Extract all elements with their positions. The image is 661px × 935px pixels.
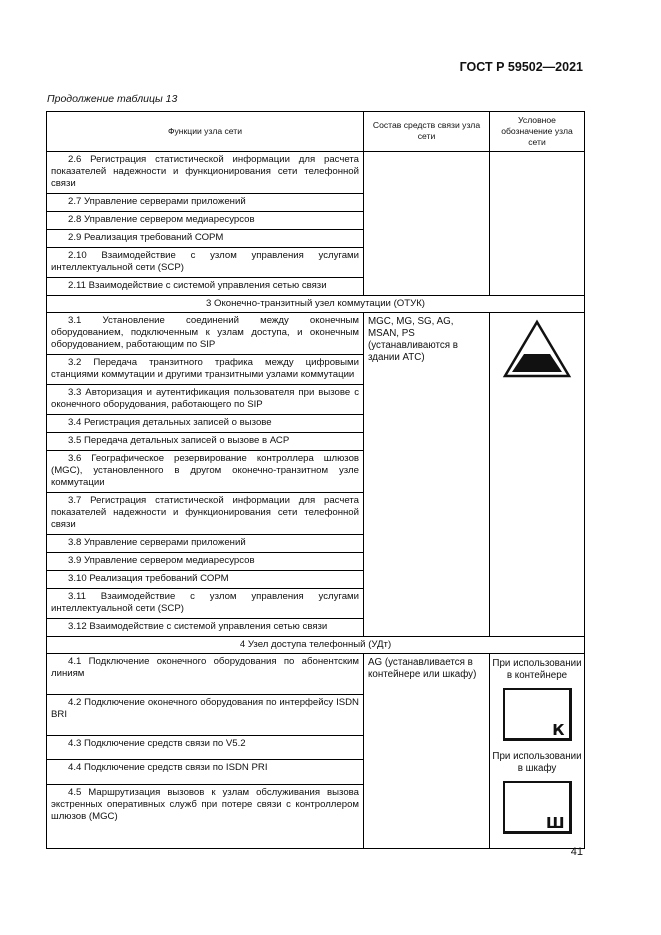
document-code: ГОСТ Р 59502—2021	[459, 60, 583, 74]
function-cell: 3.4 Регистрация детальных записей о вызове	[47, 415, 364, 433]
cabinet-symbol-icon	[503, 781, 572, 834]
container-symbol-icon	[503, 688, 572, 741]
function-cell: 3.7 Регистрация статистической информации для расчета показателей надежности и функционирования сети телефонной связи	[47, 493, 364, 535]
table-caption: Продолжение таблицы 13	[47, 93, 178, 105]
function-cell: 2.11 Взаимодействие с системой управления сетью связи	[47, 278, 364, 296]
section-3-title: 3 Оконечно-транзитный узел коммутации (ОТУК)	[47, 296, 585, 313]
function-cell: 3.2 Передача транзитного трафика между цифровыми станциями коммутации и другими транзитными узлами коммутации	[47, 355, 364, 385]
function-cell: 4.4 Подключение средств связи по ISDN PRI	[47, 760, 364, 785]
function-cell: 3.11 Взаимодействие с узлом управления услугами интеллектуальной сети (SCP)	[47, 589, 364, 619]
function-cell: 4.3 Подключение средств связи по V5.2	[47, 735, 364, 760]
container-letter: К	[552, 721, 565, 739]
triangle-symbol-icon	[502, 319, 572, 379]
function-cell: 3.12 Взаимодействие с системой управления сетью связи	[47, 619, 364, 637]
symbol-udt	[490, 654, 585, 849]
function-cell: 4.5 Маршрутизация вызовов к узлам обслуживания вызова экстренных оперативных служб при потере связи с контроллером шлюзов (MGC)	[47, 785, 364, 849]
header-symbol: Условное обозначение узла сети	[490, 112, 585, 152]
symbol-cell-empty	[490, 152, 585, 296]
function-cell: 3.8 Управление серверами приложений	[47, 535, 364, 553]
function-cell: 3.1 Установление соединений между оконечным оборудованием, подключенным к узлам доступа, и оконечным оборудованием, работающим по SIP	[47, 313, 364, 355]
function-cell: 2.8 Управление сервером медиаресурсов	[47, 212, 364, 230]
function-cell: 4.1 Подключение оконечного оборудования по абонентским линиям	[47, 654, 364, 695]
composition-otuk: MGC, MG, SG, AG, MSAN, PS (устанавливаются в здании АТС)	[364, 313, 490, 637]
header-functions: Функции узла сети	[47, 112, 364, 152]
composition-udt: AG (устанавливается в контейнере или шкафу)	[364, 654, 490, 849]
composition-cell-empty	[364, 152, 490, 296]
function-cell: 2.6 Регистрация статистической информации для расчета показателей надежности и функционирования сети телефонной связи	[47, 152, 364, 194]
cabinet-letter: Ш	[545, 814, 565, 832]
header-composition: Состав средств связи узла сети	[364, 112, 490, 152]
function-cell: 2.7 Управление серверами приложений	[47, 194, 364, 212]
function-cell: 3.3 Авторизация и аутентификация пользователя при вызове с оконечного оборудования, работающего по SIP	[47, 385, 364, 415]
function-cell: 3.10 Реализация требований СОРМ	[47, 571, 364, 589]
section-4-title: 4 Узел доступа телефонный (УДт)	[47, 637, 585, 654]
function-cell: 3.6 Географическое резервирование контроллера шлюзов (MGC), установленного в другом оконечно-транзитном узле коммутации	[47, 451, 364, 493]
function-cell: 2.9 Реализация требований СОРМ	[47, 230, 364, 248]
function-cell: 3.5 Передача детальных записей о вызове в АСР	[47, 433, 364, 451]
function-cell: 3.9 Управление сервером медиаресурсов	[47, 553, 364, 571]
page-number: 41	[570, 846, 583, 858]
function-cell: 4.2 Подключение оконечного оборудования по интерфейсу ISDN BRI	[47, 694, 364, 735]
function-cell: 2.10 Взаимодействие с узлом управления услугами интеллектуальной сети (SCP)	[47, 248, 364, 278]
symbol-otuk	[490, 313, 585, 637]
container-label: При использовании в контейнере	[492, 658, 582, 681]
cabinet-label: При использовании в шкафу	[492, 751, 582, 774]
functions-table	[46, 111, 585, 849]
